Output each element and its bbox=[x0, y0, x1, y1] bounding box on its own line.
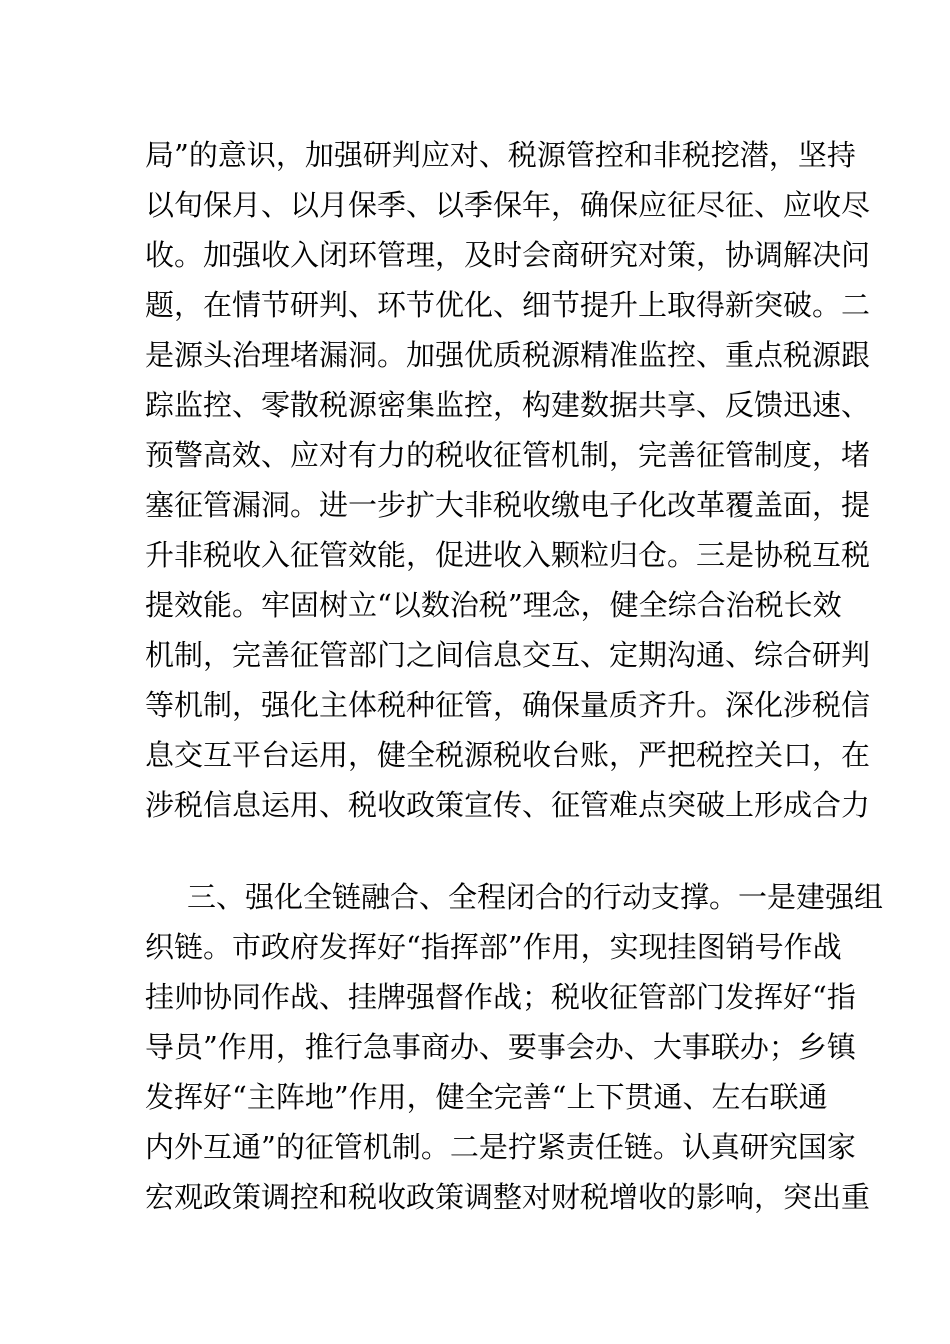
paragraph-1-line-9: 升非税收入征管效能，促进收入颗粒归仓。三是协税互税 bbox=[145, 538, 871, 572]
paragraph-1-line-6: 踪监控、零散税源密集监控，构建数据共享、反馈迅速、 bbox=[145, 388, 871, 422]
paragraph-1-line-7: 预警高效、应对有力的税收征管机制，完善征管制度，堵 bbox=[145, 438, 871, 472]
paragraph-2-line-4: 导员”作用，推行急事商办、要事会办、大事联办；乡镇 bbox=[145, 1030, 856, 1064]
paragraph-1-line-10: 提效能。牢固树立“以数治税”理念，健全综合治税长效 bbox=[145, 588, 842, 622]
paragraph-1-line-14: 涉税信息运用、税收政策宣传、征管难点突破上形成合力 bbox=[145, 788, 871, 822]
paragraph-2-line-1: 三、强化全链融合、全程闭合的行动支撑。一是建强组 bbox=[187, 880, 884, 914]
paragraph-1-line-8: 塞征管漏洞。进一步扩大非税收缴电子化改革覆盖面，提 bbox=[145, 488, 871, 522]
paragraph-2-line-2: 织链。市政府发挥好“指挥部”作用，实现挂图销号作战 bbox=[145, 930, 842, 964]
paragraph-2-line-6: 内外互通”的征管机制。二是拧紧责任链。认真研究国家 bbox=[145, 1130, 856, 1164]
paragraph-1-line-12: 等机制，强化主体税种征管，确保量质齐升。深化涉税信 bbox=[145, 688, 871, 722]
paragraph-2-line-5: 发挥好“主阵地”作用，健全完善“上下贯通、左右联通 bbox=[145, 1080, 828, 1114]
paragraph-2-line-3: 挂帅协同作战、挂牌强督作战；税收征管部门发挥好“指 bbox=[145, 980, 856, 1014]
paragraph-1-line-5: 是源头治理堵漏洞。加强优质税源精准监控、重点税源跟 bbox=[145, 338, 871, 372]
paragraph-1-line-4: 题，在情节研判、环节优化、细节提升上取得新突破。二 bbox=[145, 288, 871, 322]
paragraph-1-line-3: 收。加强收入闭环管理，及时会商研究对策，协调解决问 bbox=[145, 238, 871, 272]
paragraph-1-line-1: 局”的意识，加强研判应对、税源管控和非税挖潜，坚持 bbox=[145, 138, 856, 172]
paragraph-1-line-13: 息交互平台运用，健全税源税收台账，严把税控关口，在 bbox=[145, 738, 871, 772]
paragraph-1-line-11: 机制，完善征管部门之间信息交互、定期沟通、综合研判 bbox=[145, 638, 871, 672]
paragraph-1-line-2: 以旬保月、以月保季、以季保年，确保应征尽征、应收尽 bbox=[145, 188, 871, 222]
paragraph-2-line-7: 宏观政策调控和税收政策调整对财税增收的影响，突出重 bbox=[145, 1180, 871, 1214]
